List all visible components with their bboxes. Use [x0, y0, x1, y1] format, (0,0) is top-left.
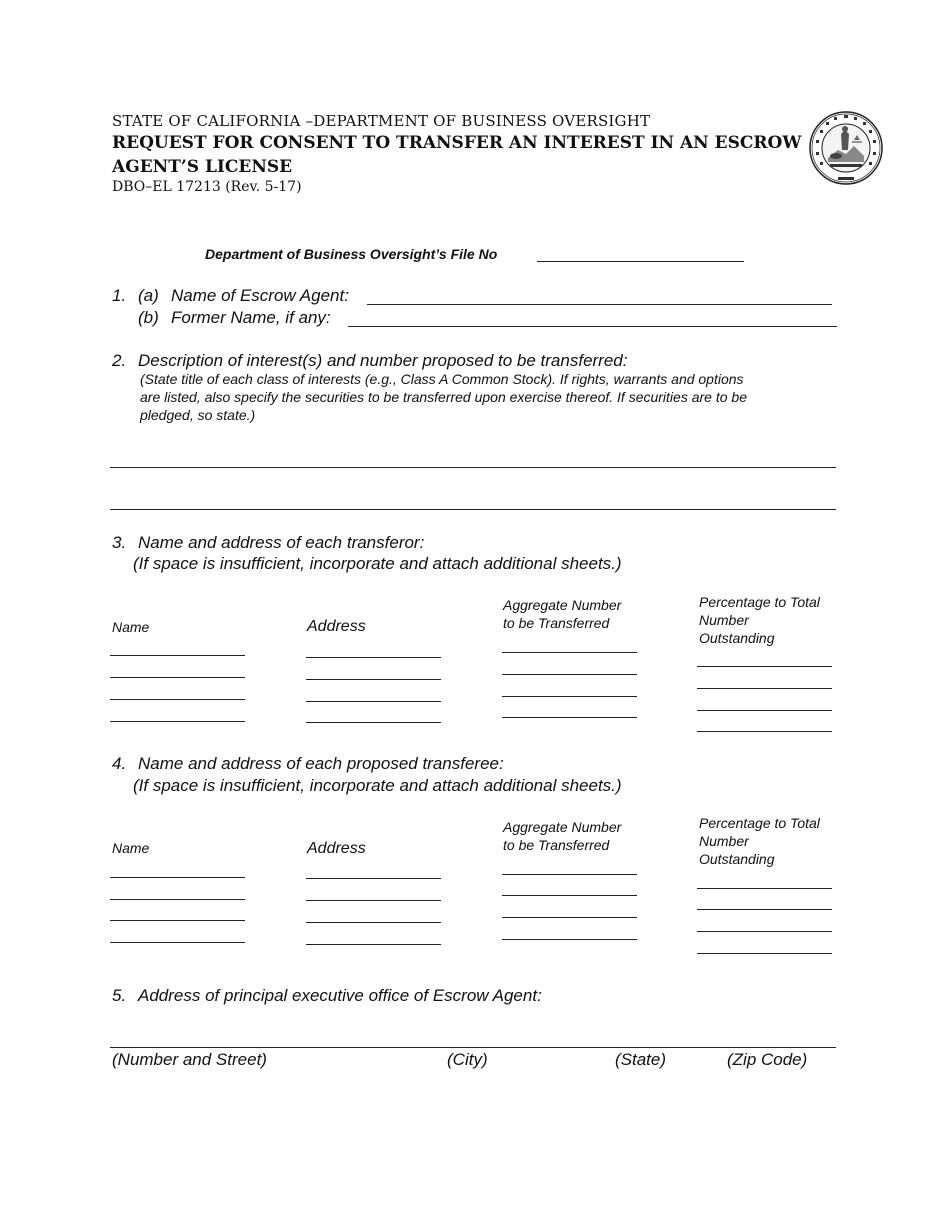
transferor-percentage-input[interactable]	[697, 710, 832, 711]
transferor-name-header: Name	[112, 619, 150, 635]
section4-number: 4.	[112, 754, 127, 773]
former-name-input[interactable]	[348, 326, 837, 327]
escrow-agent-name-input[interactable]	[367, 304, 832, 305]
section1-number: 1.	[112, 286, 127, 305]
transferor-percentage-input[interactable]	[697, 731, 832, 732]
transferee-aggregate-header-line2: to be Transferred	[503, 837, 610, 853]
transferee-percentage-header-line2: Number	[699, 833, 749, 849]
transferee-name-input[interactable]	[110, 920, 245, 921]
transferor-aggregate-input[interactable]	[502, 674, 637, 675]
transferee-note: (If space is insufficient, incorporate and attach additional sheets.)	[133, 776, 622, 795]
transferee-aggregate-input[interactable]	[502, 939, 637, 940]
transferor-aggregate-header-line2: to be Transferred	[503, 615, 610, 631]
section2-number: 2.	[112, 351, 127, 370]
transferee-percentage-input[interactable]	[697, 909, 832, 910]
transferee-address-input[interactable]	[306, 944, 441, 945]
transferor-percentage-input[interactable]	[697, 688, 832, 689]
transferee-aggregate-input[interactable]	[502, 874, 637, 875]
principal-office-label: Address of principal executive office of Escrow Agent:	[138, 986, 542, 1005]
interest-instructions-line1: (State title of each class of interests (e.g., Class A Common Stock). If rights, warrants and options	[140, 371, 744, 387]
section3-number: 3.	[112, 533, 127, 552]
section5-number: 5.	[112, 986, 127, 1005]
transferee-label: Name and address of each proposed transferee:	[138, 754, 504, 773]
transferor-percentage-header-line1: Percentage to Total	[699, 594, 820, 610]
form-title-line2: AGENT’S LICENSE	[112, 157, 293, 177]
transferee-aggregate-header-line1: Aggregate Number	[503, 819, 622, 835]
transferor-address-input[interactable]	[306, 657, 441, 658]
section1-b-marker: (b)	[138, 308, 159, 327]
interest-description-input-line2[interactable]	[110, 509, 836, 510]
transferee-name-input[interactable]	[110, 899, 245, 900]
transferee-percentage-input[interactable]	[697, 953, 832, 954]
transferor-aggregate-input[interactable]	[502, 717, 637, 718]
transferor-aggregate-input[interactable]	[502, 652, 637, 653]
transferor-name-input[interactable]	[110, 677, 245, 678]
transferor-address-header: Address	[307, 618, 366, 635]
zip-caption: (Zip Code)	[727, 1050, 808, 1069]
interest-instructions-line2: are listed, also specify the securities to be transferred upon exercise thereof. If securities are to be	[140, 389, 747, 405]
form-title-line1: REQUEST FOR CONSENT TO TRANSFER AN INTEREST IN AN ESCROW	[112, 133, 802, 153]
transferor-aggregate-header-line1: Aggregate Number	[503, 597, 622, 613]
file-no-input[interactable]	[537, 261, 744, 262]
transferor-percentage-header-line2: Number	[699, 612, 749, 628]
city-caption: (City)	[447, 1050, 488, 1069]
transferee-percentage-input[interactable]	[697, 888, 832, 889]
transferor-address-input[interactable]	[306, 679, 441, 680]
transferee-aggregate-input[interactable]	[502, 895, 637, 896]
transferor-aggregate-input[interactable]	[502, 696, 637, 697]
transferee-name-input[interactable]	[110, 877, 245, 878]
form-number: DBO–EL 17213 (Rev. 5-17)	[112, 179, 302, 195]
transferor-name-input[interactable]	[110, 699, 245, 700]
transferor-percentage-input[interactable]	[697, 666, 832, 667]
transferor-name-input[interactable]	[110, 721, 245, 722]
transferor-address-input[interactable]	[306, 722, 441, 723]
principal-office-address-input[interactable]	[110, 1047, 836, 1048]
former-name-label: Former Name, if any:	[171, 308, 331, 327]
state-seal-icon	[808, 110, 884, 186]
transferor-note: (If space is insufficient, incorporate and attach additional sheets.)	[133, 554, 622, 573]
transferee-percentage-header-line3: Outstanding	[699, 851, 775, 867]
transferee-address-header: Address	[307, 840, 366, 857]
file-no-label: Department of Business Oversight’s File No	[205, 246, 498, 262]
interest-description-label: Description of interest(s) and number proposed to be transferred:	[138, 351, 628, 370]
interest-description-input-line1[interactable]	[110, 467, 836, 468]
interest-instructions-line3: pledged, so state.)	[140, 407, 256, 423]
transferee-percentage-input[interactable]	[697, 931, 832, 932]
transferee-percentage-header-line1: Percentage to Total	[699, 815, 820, 831]
transferee-address-input[interactable]	[306, 878, 441, 879]
transferee-address-input[interactable]	[306, 900, 441, 901]
section1-a-marker: (a)	[138, 286, 159, 305]
transferee-address-input[interactable]	[306, 922, 441, 923]
transferee-name-input[interactable]	[110, 942, 245, 943]
transferor-address-input[interactable]	[306, 701, 441, 702]
transferor-percentage-header-line3: Outstanding	[699, 630, 775, 646]
transferor-name-input[interactable]	[110, 655, 245, 656]
transferee-name-header: Name	[112, 840, 150, 856]
transferee-aggregate-input[interactable]	[502, 917, 637, 918]
agency-name: STATE OF CALIFORNIA –DEPARTMENT OF BUSINESS OVERSIGHT	[112, 112, 651, 130]
state-caption: (State)	[615, 1050, 667, 1069]
transferor-label: Name and address of each transferor:	[138, 533, 425, 552]
street-caption: (Number and Street)	[112, 1050, 267, 1069]
escrow-agent-name-label: Name of Escrow Agent:	[171, 286, 349, 305]
